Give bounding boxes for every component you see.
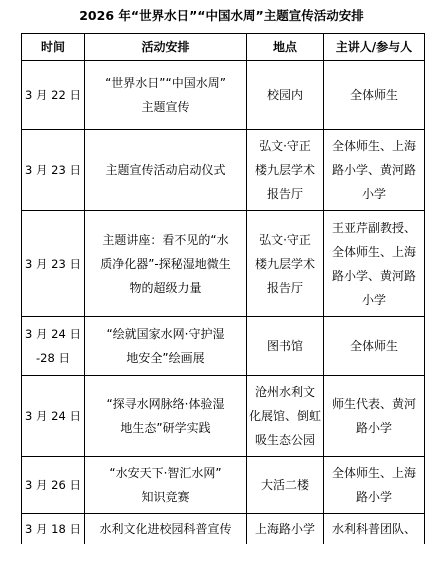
page-title: 2026 年“世界水日”“中国水周”主题宣传活动安排 [79, 8, 364, 23]
cell-place: 沧州水利文 化展馆、倒虹 吸生态公园 [247, 376, 324, 457]
cell-activity: 主题宣传活动启动仪式 [85, 130, 247, 211]
cell-date: 3 月 24 日 -28 日 [22, 317, 85, 376]
cell-place: 上海路小学 [247, 514, 324, 544]
table-row [22, 211, 425, 317]
cell-place: 大活二楼 [247, 457, 324, 514]
cell-activity: “世界水日”“中国水周” 主题宣传 [85, 61, 247, 130]
cell-people: 王亚芹副教授、 全体师生、上海 路小学、黄河路 小学 [324, 211, 425, 317]
cell-activity: 水利文化进校园科普宣传 [85, 514, 247, 544]
table-row [22, 457, 425, 514]
cell-activity: “水安天下·智汇水网” 知识竞赛 [85, 457, 247, 514]
cell-people: 全体师生、上海 路小学 [324, 457, 425, 514]
header-activity: 活动安排 [85, 34, 247, 61]
schedule-table [21, 33, 425, 544]
table-row [22, 61, 425, 130]
cell-activity: “探寻水网脉络·体验湿 地生态”研学实践 [85, 376, 247, 457]
cell-date: 3 月 18 日 [22, 514, 85, 544]
header-place: 地点 [247, 34, 324, 61]
cell-place: 弘文·守正 楼九层学术 报告厅 [247, 211, 324, 317]
cell-date: 3 月 26 日 [22, 457, 85, 514]
cell-date: 3 月 23 日 [22, 130, 85, 211]
cell-people: 全体师生 [324, 317, 425, 376]
cell-people: 全体师生、上海 路小学、黄河路 小学 [324, 130, 425, 211]
cell-activity: “绘就国家水网·守护湿 地安全”绘画展 [85, 317, 247, 376]
header-people: 主讲人/参与人 [324, 34, 425, 61]
cell-place: 弘文·守正 楼九层学术 报告厅 [247, 130, 324, 211]
table-row [22, 376, 425, 457]
table-row [22, 514, 425, 544]
cell-date: 3 月 24 日 [22, 376, 85, 457]
cell-activity: 主题讲座：看不见的“水 质净化器”-探秘湿地微生 物的超级力量 [85, 211, 247, 317]
table-row [22, 317, 425, 376]
header-time: 时间 [22, 34, 85, 61]
cell-people: 水利科普团队、 [324, 514, 425, 544]
cell-date: 3 月 22 日 [22, 61, 85, 130]
cell-place: 图书馆 [247, 317, 324, 376]
cell-people: 师生代表、黄河 路小学 [324, 376, 425, 457]
table-row [22, 130, 425, 211]
cell-date: 3 月 23 日 [22, 211, 85, 317]
table-header-row [22, 34, 425, 61]
cell-place: 校园内 [247, 61, 324, 130]
cell-people: 全体师生 [324, 61, 425, 130]
